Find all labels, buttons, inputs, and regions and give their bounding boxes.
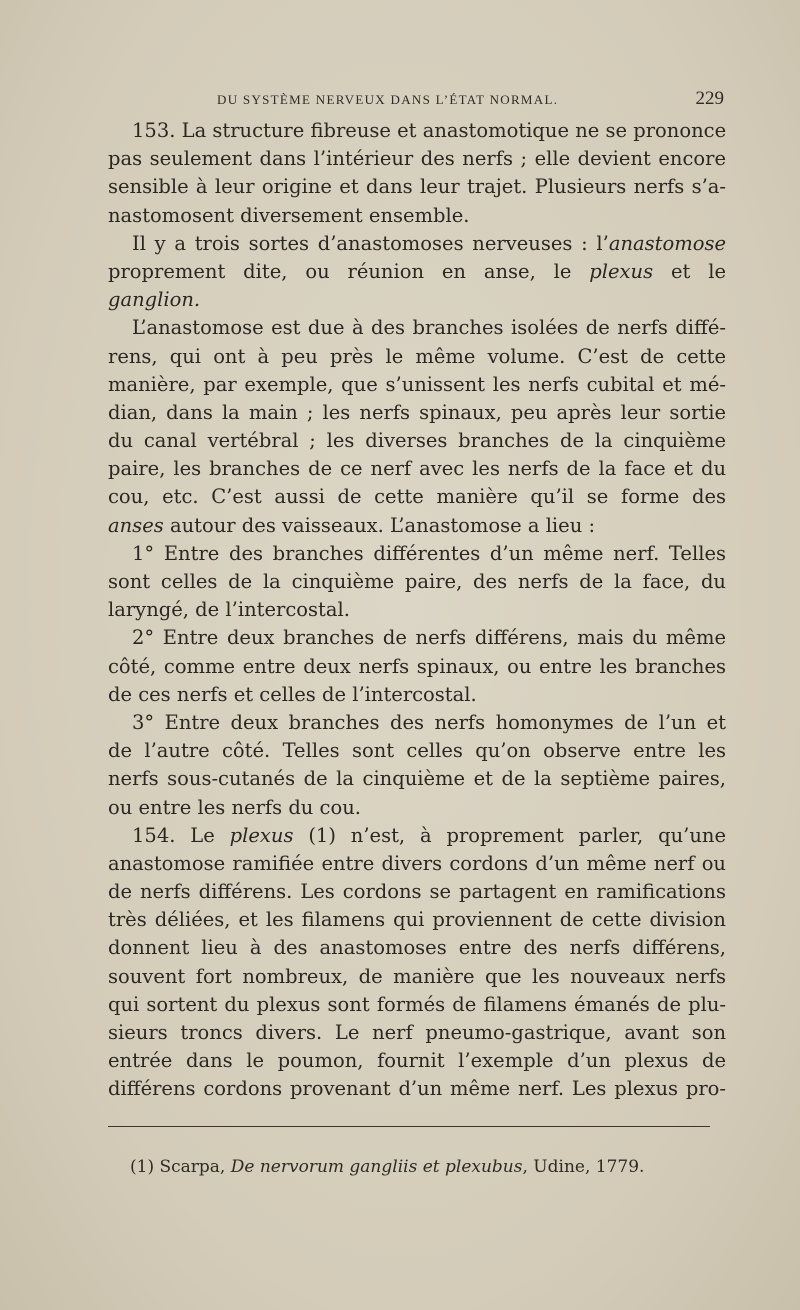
text-line: ganglion. — [108, 288, 201, 312]
text-line: 3° Entre deux branches des nerfs homonymes de l’un et — [132, 710, 726, 734]
text-line: rens, qui ont à peu près le même volume. C’est de cette — [108, 344, 726, 368]
text-line: Il y a trois sortes d’anastomoses nerveuses : l’anastomose — [132, 231, 726, 255]
text-line: 154. Le plexus (1) n’est, à proprement parler, qu’une — [132, 823, 726, 847]
text-line: côté, comme entre deux nerfs spinaux, ou entre les branches — [108, 654, 726, 678]
text-line: manière, par exemple, que s’unissent les nerfs cubital et mé- — [108, 372, 726, 396]
running-title: DU SYSTÈME NERVEUX DANS L’ÉTAT NORMAL. — [217, 92, 559, 107]
text-line: sensible à leur origine et dans leur trajet. Plusieurs nerfs s’a- — [108, 175, 726, 199]
page-number: 229 — [695, 88, 724, 109]
text-line: donnent lieu à des anastomoses entre des nerfs différens, — [108, 936, 726, 960]
text-line: 153. La structure fibreuse et anastomotique ne se prononce — [132, 119, 727, 142]
footnote-prefix: (1) Scarpa, — [130, 1157, 226, 1177]
text-line: cou, etc. C’est aussi de cette manière qu’il se forme des — [108, 485, 726, 509]
footnote-rule — [108, 1126, 710, 1127]
text-line: pas seulement dans l’intérieur des nerfs ; elle devient encore — [108, 147, 726, 171]
text-line: 2° Entre deux branches de nerfs différens, mais du même — [132, 626, 726, 650]
text-line: de ces nerfs et celles de l’intercostal. — [108, 682, 477, 706]
text-line: différens cordons provenant d’un même nerf. Les plexus pro- — [108, 1077, 726, 1101]
text-line: nastomosent diversement ensemble. — [108, 203, 470, 227]
text-line: 1° Entre des branches différentes d’un même nerf. Telles — [132, 541, 726, 565]
text-line: entrée dans le poumon, fournit l’exemple d’un plexus de — [108, 1049, 726, 1073]
footnote-title: De nervorum gangliis et plexubus — [230, 1157, 523, 1177]
footnote — [130, 1157, 644, 1177]
text-line: proprement dite, ou réunion en anse, le plexus et le — [108, 259, 727, 283]
text-line: très déliées, et les filamens qui proviennent de cette division — [108, 908, 726, 932]
text-line: paire, les branches de ce nerf avec les nerfs de la face et du — [108, 457, 726, 481]
text-line: de nerfs différens. Les cordons se partagent en ramifications — [108, 880, 726, 904]
text-line: souvent fort nombreux, de manière que les nouveaux nerfs — [108, 964, 726, 988]
text-line: du canal vertébral ; les diverses branches de la cinquième — [108, 429, 726, 453]
page-header — [110, 88, 726, 118]
text-line: dian, dans la main ; les nerfs spinaux, peu après leur sortie — [108, 400, 726, 424]
text-line: sont celles de la cinquième paire, des nerfs de la face, du — [108, 570, 726, 593]
text-line: de l’autre côté. Telles sont celles qu’on observe entre les — [108, 739, 726, 763]
text-line: nerfs sous-cutanés de la cinquième et de la septième paires, — [108, 767, 726, 791]
text-line: qui sortent du plexus sont formés de filamens émanés de plu- — [108, 992, 726, 1016]
footnote-suffix: , Udine, 1779. — [522, 1157, 645, 1177]
text-line: sieurs troncs divers. Le nerf pneumo-gastrique, avant son — [108, 1021, 726, 1044]
body-text — [108, 117, 726, 1104]
text-line: L’anastomose est due à des branches isolées de nerfs diffé- — [132, 316, 726, 340]
text-line: anastomose ramifiée entre divers cordons d’un même nerf ou — [108, 851, 726, 875]
text-line: laryngé, de l’intercostal. — [108, 598, 350, 622]
text-line: anses autour des vaisseaux. L’anastomose a lieu : — [108, 513, 596, 537]
text-line: ou entre les nerfs du cou. — [108, 795, 361, 819]
